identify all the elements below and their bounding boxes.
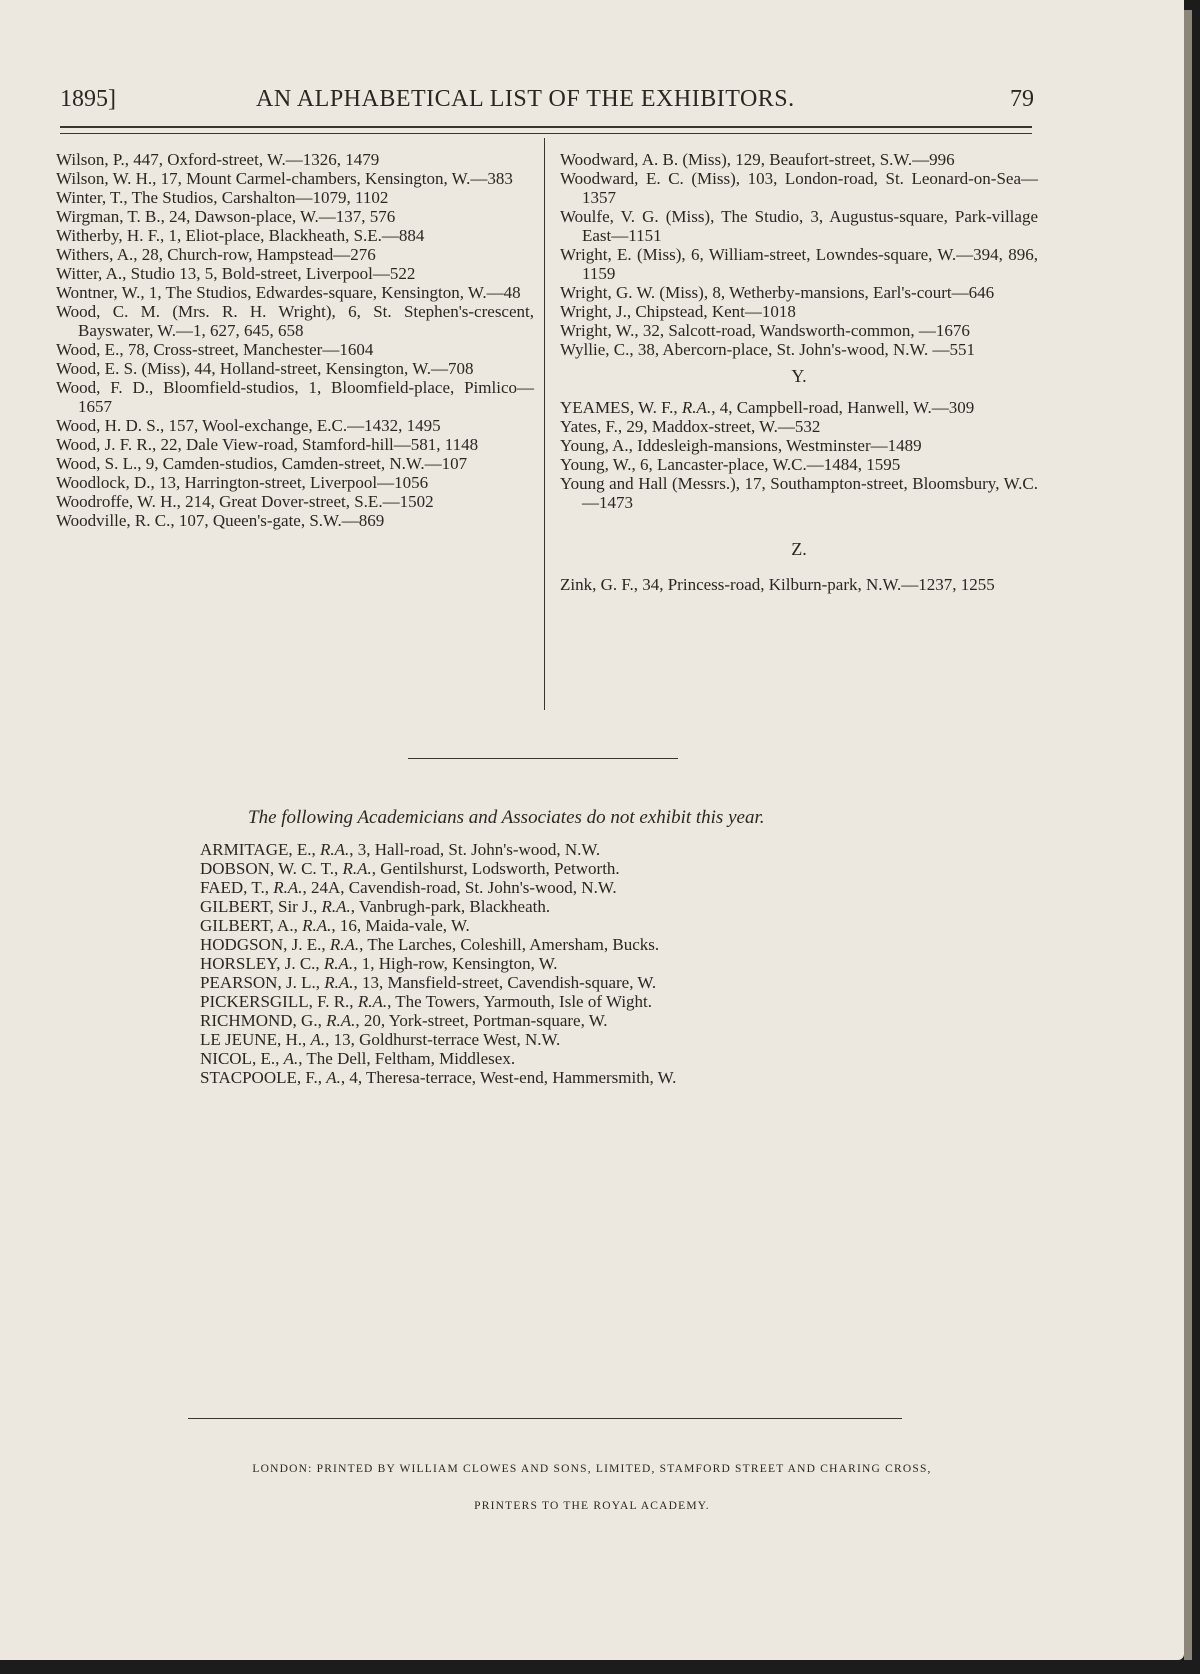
entry-address: , The Towers, Yarmouth, Isle of Wight. (387, 992, 653, 1011)
entry-name: PEARSON, J. L., (200, 973, 325, 992)
list-item (200, 897, 900, 916)
list-item: Wilson, W. H., 17, Mount Carmel-chambers, Kensington, W.—383 (56, 169, 513, 188)
list-item: Woodward, E. C. (Miss), 103, London-road, St. Leonard-on-Sea—1357 (560, 169, 1038, 207)
entry-address: , The Larches, Coleshill, Amersham, Bucks. (359, 935, 660, 954)
list-item: Wood, F. D., Bloomfield-studios, 1, Bloomfield-place, Pimlico—1657 (56, 378, 534, 416)
list-item: Witherby, H. F., 1, Eliot-place, Blackheath, S.E.—884 (56, 226, 425, 245)
entry-address: , Vanbrugh-park, Blackheath. (350, 897, 551, 916)
list-item: Woodlock, D., 13, Harrington-street, Liverpool—1056 (56, 473, 429, 492)
list-item: Wilson, P., 447, Oxford-street, W.—1326, 1479 (56, 150, 380, 169)
entry-address: , The Dell, Feltham, Middlesex. (298, 1049, 516, 1068)
entry-name: FAED, T., (200, 878, 274, 897)
list-item: Yates, F., 29, Maddox-street, W.—532 (560, 417, 821, 436)
list-item: Woulfe, V. G. (Miss), The Studio, 3, Augustus-square, Park-village East—1151 (560, 207, 1038, 245)
list-item: Witter, A., Studio 13, 5, Bold-street, Liverpool—522 (56, 264, 416, 283)
entry-title: R.A. (302, 916, 332, 935)
entry-title: R.A. (321, 897, 351, 916)
list-item (200, 878, 900, 897)
entry-name: YEAMES, W. F., (560, 398, 682, 417)
list-item: Wright, G. W. (Miss), 8, Wetherby-mansions, Earl's-court—646 (560, 283, 995, 302)
list-item: Wright, E. (Miss), 6, William-street, Lowndes-square, W.—394, 896, 1159 (560, 245, 1038, 283)
entry-address: , 24A, Cavendish-road, St. John's-wood, N.W. (302, 878, 617, 897)
list-item: Wright, J., Chipstead, Kent—1018 (560, 302, 796, 321)
right-column (560, 150, 1038, 594)
section-heading-z: Z. (791, 539, 807, 559)
entry-name: STACPOOLE, F., (200, 1068, 327, 1087)
list-item (200, 1011, 900, 1030)
list-item: Withers, A., 28, Church-row, Hampstead—276 (56, 245, 376, 264)
list-item (200, 935, 900, 954)
entry-title: R.A. (357, 992, 388, 1011)
entry-address: , 13, Mansfield-street, Cavendish-square, W. (353, 973, 657, 992)
list-item: Wyllie, C., 38, Abercorn-place, St. John's-wood, N.W. —551 (560, 340, 976, 359)
section-divider (408, 758, 678, 759)
entry-name: LE JEUNE, H., (200, 1030, 311, 1049)
entry-title: R.A. (329, 935, 360, 954)
list-item: Young, W., 6, Lancaster-place, W.C.—1484, 1595 (560, 455, 901, 474)
list-item: Wood, J. F. R., 22, Dale View-road, Stamford-hill—581, 1148 (56, 435, 479, 454)
entry-title: A. (310, 1030, 326, 1049)
entry-title: R.A. (681, 398, 712, 417)
entry-name: PICKERSGILL, F. R., (200, 992, 358, 1011)
entry-title: A. (326, 1068, 341, 1087)
entry-address: , 20, York-street, Portman-square, W. (355, 1011, 608, 1030)
entry-name: DOBSON, W. C. T., (200, 859, 343, 878)
entry-title: R.A. (273, 878, 303, 897)
list-item (200, 916, 900, 935)
entry-title: R.A. (323, 954, 354, 973)
page-number: 79 (1010, 86, 1034, 112)
entry-address: , Gentilshurst, Lodsworth, Petworth. (371, 859, 620, 878)
printer-imprint: LONDON: PRINTED BY WILLIAM CLOWES AND SONS, LIMITED, STAMFORD STREET AND CHARING CROSS, (252, 1463, 932, 1475)
entry-address: , 13, Goldhurst-terrace West, N.W. (325, 1030, 561, 1049)
not-exhibiting-list (200, 840, 900, 1087)
list-item: Woodville, R. C., 107, Queen's-gate, S.W.—869 (56, 511, 385, 530)
entry-name: GILBERT, A., (200, 916, 303, 935)
list-item: Woodroffe, W. H., 214, Great Dover-street, S.E.—1502 (56, 492, 434, 511)
entry-name: GILBERT, Sir J., (200, 897, 322, 916)
list-item: Winter, T., The Studios, Carshalton—1079, 1102 (56, 188, 389, 207)
list-item (200, 1030, 900, 1049)
entry-address: , 16, Maida-vale, W. (331, 916, 470, 935)
list-item: Wirgman, T. B., 24, Dawson-place, W.—137, 576 (56, 207, 396, 226)
list-item: Woodward, A. B. (Miss), 129, Beaufort-street, S.W.—996 (560, 150, 955, 169)
not-exhibiting-heading: The following Academicians and Associates do not exhibit this year. (248, 807, 765, 828)
list-item (200, 1068, 900, 1087)
page-edge (1184, 10, 1192, 1660)
entry-title: R.A. (320, 840, 350, 859)
entry-title: R.A. (324, 973, 354, 992)
section-heading-y: Y. (791, 366, 807, 386)
list-item: Wood, H. D. S., 157, Wool-exchange, E.C.—1432, 1495 (56, 416, 441, 435)
list-item: Wright, W., 32, Salcott-road, Wandsworth-common, —1676 (560, 321, 970, 340)
list-item (200, 1049, 900, 1068)
entry-address: , 4, Theresa-terrace, West-end, Hammersmith, W. (340, 1068, 677, 1087)
list-item (200, 954, 900, 973)
entry-address: , 1, High-row, Kensington, W. (353, 954, 558, 973)
entry-name: HORSLEY, J. C., (200, 954, 324, 973)
entry-name: ARMITAGE, E., (200, 840, 320, 859)
entry-title: R.A. (342, 859, 372, 878)
entry-name: RICHMOND, G., (200, 1011, 327, 1030)
running-head-title: AN ALPHABETICAL LIST OF THE EXHIBITORS. (256, 86, 795, 112)
list-item: Wood, E., 78, Cross-street, Manchester—1604 (56, 340, 374, 359)
list-item: Wontner, W., 1, The Studios, Edwardes-square, Kensington, W.—48 (56, 283, 521, 302)
entry-name: NICOL, E., (200, 1049, 284, 1068)
list-item: Wood, S. L., 9, Camden-studios, Camden-street, N.W.—107 (56, 454, 468, 473)
column-divider (544, 138, 545, 710)
list-item: Young and Hall (Messrs.), 17, Southampton-street, Bloomsbury, W.C.—1473 (560, 474, 1038, 512)
list-item: Zink, G. F., 34, Princess-road, Kilburn-park, N.W.—1237, 1255 (560, 575, 995, 594)
list-item (200, 973, 900, 992)
running-head-year: 1895] (60, 86, 116, 112)
header-rule (60, 126, 1032, 128)
list-item: Wood, C. M. (Mrs. R. H. Wright), 6, St. Stephen's-crescent, Bayswater, W.—1, 627, 645, 658 (56, 302, 534, 340)
list-item (200, 992, 900, 1011)
footer-rule (188, 1418, 902, 1419)
list-item (560, 398, 1038, 417)
entry-address: , 3, Hall-road, St. John's-wood, N.W. (349, 840, 601, 859)
list-item: Wood, E. S. (Miss), 44, Holland-street, Kensington, W.—708 (56, 359, 474, 378)
list-item: Young, A., Iddesleigh-mansions, Westminster—1489 (560, 436, 922, 455)
entry-address: , 4, Campbell-road, Hanwell, W.—309 (711, 398, 975, 417)
entry-title: R.A. (326, 1011, 356, 1030)
list-item (200, 859, 900, 878)
header-rule-thin (60, 133, 1032, 134)
entry-title: A. (283, 1049, 299, 1068)
entry-name: HODGSON, J. E., (200, 935, 330, 954)
printer-imprint-line2: PRINTERS TO THE ROYAL ACADEMY. (474, 1500, 710, 1512)
left-column (56, 150, 534, 530)
list-item (200, 840, 900, 859)
